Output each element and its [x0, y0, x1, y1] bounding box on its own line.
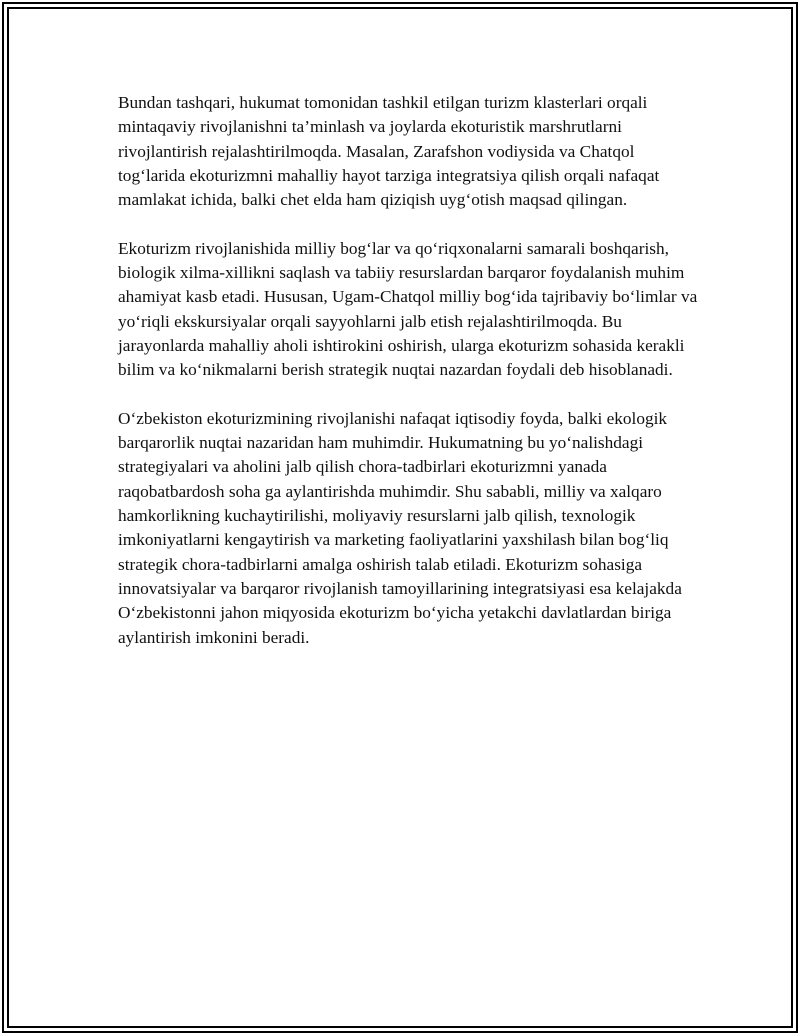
document-body	[118, 91, 698, 674]
paragraph-3: O‘zbekiston ekoturizmining rivojlanishi nafaqat iqtisodiy foyda, balki ekologik barqarorlik nuqtai nazaridan ham muhimdir. Hukumatning bu yo‘nalishdagi strategiyalari va aholini jalb qilish chora-tadbirlari ekoturizmni yanada raqobatbardosh soha ga aylantirishda muhimdir. Shu sababli, milliy va xalqaro hamkorlikning kuchaytirilishi, moliyaviy resurslarni jalb qilish, texnologik imkoniyatlarni kengaytirish va marketing faoliyatlarini yaxshilash bilan bog‘liq strategik chora-tadbirlarni amalga oshirish talab etiladi. Ekoturizm sohasiga innovatsiyalar va barqaror rivojlanish tamoyillarining integratsiyasi esa kelajakda O‘zbekistonni jahon miqyosida ekoturizm bo‘yicha yetakchi davlatlardan biriga aylantirish imkonini beradi.	[118, 408, 682, 647]
paragraph-2: Ekoturizm rivojlanishida milliy bog‘lar va qo‘riqxonalarni samarali boshqarish, biologik xilma-xillikni saqlash va tabiiy resurslardan barqaror foydalanish muhim ahamiyat kasb etadi. Hususan, Ugam-Chatqol milliy bog‘ida tajribaviy bo‘limlar va yo‘riqli ekskursiyalar orqali sayyohlarni jalb etish rejalashtirilmoqda. Bu jarayonlarda mahalliy aholi ishtirokini oshirish, ularga ekoturizm sohasida kerakli bilim va ko‘nikmalarni berish strategik nuqtai nazardan foydali deb hisoblanadi.	[118, 238, 698, 380]
paragraph-1: Bundan tashqari, hukumat tomonidan tashkil etilgan turizm klasterlari orqali mintaqaviy rivojlanishni ta’minlash va joylarda ekoturistik marshrutlarni rivojlantirish rejalashtirilmoqda. Masalan, Zarafshon vodiysida va Chatqol tog‘larida ekoturizmni mahalliy hayot tarziga integratsiya qilish orqali nafaqat mamlakat ichida, balki chet elda ham qiziqish uyg‘otish maqsad qilingan.	[118, 93, 660, 210]
